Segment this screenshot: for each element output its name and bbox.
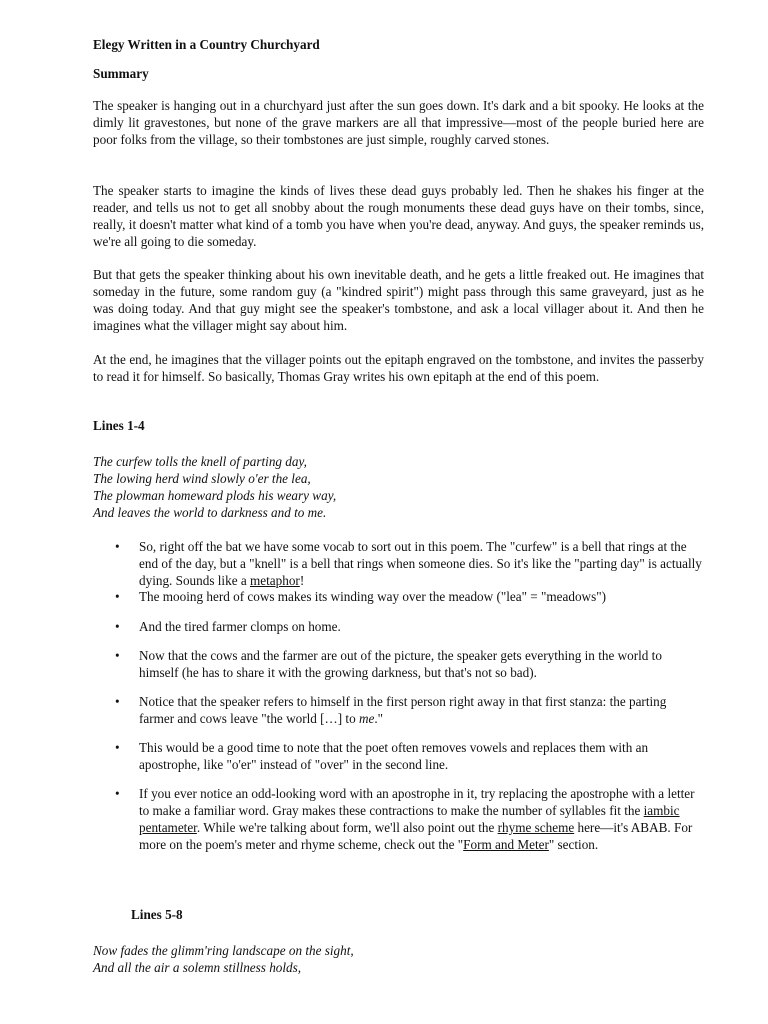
poem-stanza-1 xyxy=(93,453,704,521)
lines-5-8-heading: Lines 5-8 xyxy=(131,907,183,922)
list-item-text: The mooing herd of cows makes its winding way over the meadow ("lea" = "meadows") xyxy=(139,589,606,604)
list-item-text: Now that the cows and the farmer are out of the picture, the speaker gets everything in the world to himself (he has to share it with the growing darkness, but that's not so bad). xyxy=(139,648,662,680)
bullet-glyph: • xyxy=(115,694,120,709)
poem-line: And all the air a solemn stillness holds, xyxy=(93,960,302,975)
poem-line: The plowman homeward plods his weary way, xyxy=(93,488,337,503)
text-run: " section. xyxy=(548,837,599,852)
bullet-glyph: • xyxy=(115,619,120,634)
summary-heading: Summary xyxy=(93,66,149,81)
text-run: . While we're talking about form, we'll also point out the xyxy=(196,820,498,835)
text-run: ! xyxy=(299,573,305,588)
iambic-pentameter-link[interactable]: iambic pentameter xyxy=(139,803,680,835)
poem-line: The curfew tolls the knell of parting day, xyxy=(93,454,307,469)
bullet-glyph: • xyxy=(115,648,120,663)
poem-line: Now fades the glimm'ring landscape on the sight, xyxy=(93,943,354,958)
document-title: Elegy Written in a Country Churchyard xyxy=(93,37,320,52)
summary-paragraph-2: The speaker starts to imagine the kinds of lives these dead guys probably led. Then he shakes his finger at the reader, and tells us not to get all snobby about the rough monuments these dead guys have on their tombs, since, really, it doesn't matter what kind of a tomb you have when you're dead, anyway. And guys, the speaker reminds us, we're all going to die someday. xyxy=(93,183,704,249)
text-run: here—it's ABAB. For more on the poem's meter and rhyme scheme, check out the " xyxy=(139,820,693,852)
summary-paragraph-4: At the end, he imagines that the villager points out the epitaph engraved on the tombstone, and invites the passerby to read it for himself. So basically, Thomas Gray writes his own epitaph at the end of this poem. xyxy=(93,352,704,384)
emphasis-me: me xyxy=(358,711,375,726)
list-item-text: And the tired farmer clomps on home. xyxy=(139,619,341,634)
bullet-glyph: • xyxy=(115,786,120,801)
text-run: If you ever notice an odd-looking word with an apostrophe in it, try replacing the apostrophe with a letter to make a familiar word. Gray makes these contractions to make the number of syllables fit the xyxy=(139,786,695,818)
summary-paragraph-3: But that gets the speaker thinking about his own inevitable death, and he gets a little freaked out. He imagines that someday in the future, some random guy (a "kindred spirit") might pass through this same graveyard, just as he was doing today. And that guy might see the speaker's tombstone, and ask a local villager about it. And then he imagines what the villager might say about him. xyxy=(93,267,704,333)
list-item-text: This would be a good time to note that the poet often removes vowels and replaces them with an apostrophe, like "o'er" instead of "over" in the second line. xyxy=(139,740,649,772)
text-run: So, right off the bat we have some vocab to sort out in this poem. The "curfew" is a bell that rings at the end of the day, but a "knell" is a bell that rings when someone dies. So it's like the "parting day" is actually dying. Sounds like a xyxy=(139,539,702,588)
bullet-glyph: • xyxy=(115,740,120,755)
poem-line: And leaves the world to darkness and to me. xyxy=(93,505,327,520)
poem-stanza-2 xyxy=(93,942,704,976)
bullet-glyph: • xyxy=(115,539,120,554)
form-and-meter-link[interactable]: Form and Meter xyxy=(463,837,549,852)
poem-line: The lowing herd wind slowly o'er the lea, xyxy=(93,471,311,486)
text-run: ." xyxy=(374,711,384,726)
list-item-text xyxy=(139,785,704,853)
list-item-text xyxy=(139,538,704,589)
bullet-glyph: • xyxy=(115,589,120,604)
rhyme-scheme-link[interactable]: rhyme scheme xyxy=(497,820,575,835)
text-run: Notice that the speaker refers to himself in the first person right away in that first stanza: the parting farmer and cows leave "the world […] to xyxy=(139,694,667,726)
summary-paragraph-1: The speaker is hanging out in a churchyard just after the sun goes down. It's dark and a bit spooky. He looks at the dimly lit gravestones, but none of the grave markers are all that impressive—most of the people buried here are poor folks from the village, so their tombstones are just simple, roughly carved stones. xyxy=(93,98,704,147)
lines-1-4-heading: Lines 1-4 xyxy=(93,418,145,433)
list-item-text xyxy=(139,693,704,727)
metaphor-link[interactable]: metaphor xyxy=(250,573,300,588)
